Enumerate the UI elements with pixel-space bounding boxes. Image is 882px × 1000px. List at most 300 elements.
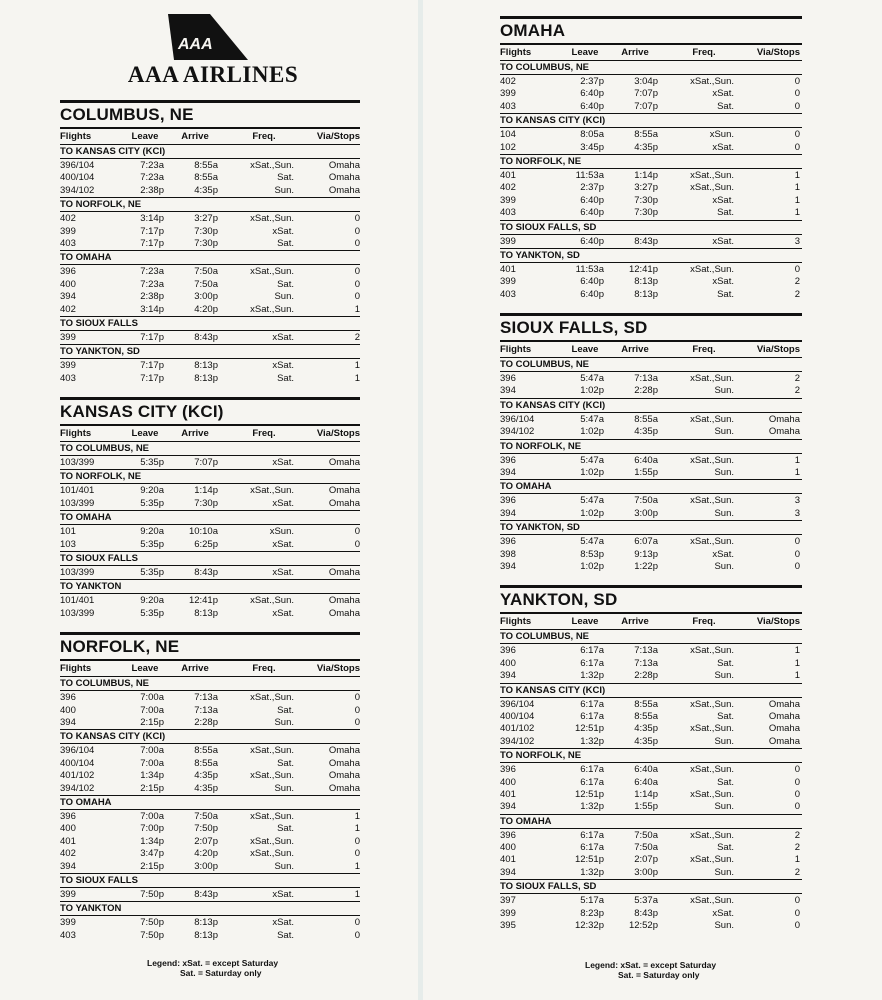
cell-freq: xSat. [272,331,294,343]
cell-leave: 7:00a [140,745,164,757]
cell-flights: 399 [500,907,516,919]
schedule-row [60,861,360,873]
destination-label: TO SIOUX FALLS [60,551,360,565]
cell-arrive: 7:30p [194,497,218,509]
header-leave: Leave [571,47,599,58]
cell-via: 0 [354,225,360,237]
cell-arrive: 8:55a [634,129,658,141]
cell-via: Omaha [768,723,800,735]
cell-arrive: 4:35p [634,426,658,438]
cell-freq: xSat.,Sun. [690,454,734,466]
cell-flights: 103/399 [60,457,95,469]
header-via: Via/Stops [756,344,800,356]
cell-leave: 5:35p [140,607,164,619]
cell-leave: 6:17a [580,710,604,722]
schedule-row [500,536,802,548]
schedule-rows [60,264,360,316]
cell-leave: 1:02p [580,560,604,572]
cell-via: 0 [794,76,800,87]
cell-via: 0 [794,895,800,907]
cell-leave: 12:32p [574,920,604,932]
cell-flights: 402 [60,848,76,860]
cell-leave: 7:00p [140,823,164,835]
destination-label: TO COLUMBUS, NE [500,357,802,371]
cell-flights: 401 [500,263,516,275]
cell-arrive: 7:13a [194,692,218,704]
cell-leave: 12:51p [574,723,604,735]
cell-leave: 7:23a [140,160,164,171]
cell-via: 0 [354,278,360,290]
right-column [500,16,802,944]
schedule-row [60,811,360,823]
destination-label: TO KANSAS CITY (KCI) [60,144,360,158]
cell-freq: xSat.,Sun. [250,595,294,607]
cell-freq: xSat.,Sun. [690,788,734,800]
cell-flights: 396/104 [60,745,95,757]
cell-flights: 401 [500,854,516,866]
cell-arrive: 3:00p [634,866,658,878]
cell-flights: 394 [500,866,516,878]
header-leave: Leave [131,131,159,142]
schedule-row [500,789,802,801]
cell-flights: 402 [60,213,76,225]
left-column [60,100,360,954]
cell-flights: 400 [500,657,516,669]
legend-left [147,958,278,978]
cell-via: 1 [794,454,800,466]
cell-freq: xSat. [272,225,294,237]
schedule-rows [500,534,802,573]
schedule-row [500,182,802,194]
destination-label: TO COLUMBUS, NE [60,441,360,455]
cell-via: 0 [794,263,800,275]
cell-freq: Sat. [717,207,734,219]
cell-via: 2 [794,829,800,841]
cell-flights: 394 [60,860,76,872]
schedule-row [60,160,360,172]
header-freq: Freq. [252,428,276,440]
cell-arrive: 12:41p [188,595,218,607]
cell-leave: 3:45p [580,141,604,153]
cell-flights: 101/401 [60,595,95,607]
header-arrive: Arrive [181,428,209,440]
cell-via: 0 [794,100,800,112]
schedule-row [500,777,802,789]
cell-freq: xSat.,Sun. [690,854,734,866]
cell-freq: Sat. [717,100,734,112]
cell-freq: xSat. [712,276,734,288]
destination-label: TO NORFOLK, NE [500,154,802,168]
cell-arrive: 4:35p [194,184,218,196]
cell-via: 1 [794,169,800,181]
cell-leave: 6:17a [580,698,604,710]
cell-leave: 7:00a [140,810,164,822]
header-freq: Freq. [252,663,276,675]
cell-freq: xSat.,Sun. [250,835,294,847]
cell-freq: Sat. [277,237,294,249]
schedule-rows [60,887,360,901]
cell-leave: 3:14p [140,303,164,315]
cell-flights: 101 [60,526,76,538]
cell-freq: Sat. [277,704,294,716]
cell-via: Omaha [328,782,360,794]
cell-via: Omaha [328,745,360,757]
header-freq: Freq. [692,344,716,356]
cell-via: 1 [794,657,800,669]
cell-arrive: 7:50p [194,823,218,835]
schedule-rows [500,74,802,113]
cell-flights: 400/104 [60,172,95,184]
cell-via: Omaha [328,770,360,782]
destination-label: TO OMAHA [500,814,802,828]
cell-leave: 8:05a [580,129,604,141]
cell-leave: 5:17a [580,895,604,907]
cell-flights: 396 [500,536,516,548]
destination-label: TO YANKTON, SD [500,248,802,262]
schedule-row [500,645,802,657]
destination-label: TO COLUMBUS, NE [500,629,802,643]
cell-freq: Sun. [714,467,734,479]
cell-freq: xSat.,Sun. [250,266,294,278]
schedule-rows [60,593,360,620]
cell-leave: 1:02p [580,467,604,479]
cell-leave: 2:15p [140,860,164,872]
cell-via: Omaha [328,757,360,769]
cell-arrive: 4:35p [634,735,658,747]
cell-arrive: 8:13p [634,276,658,288]
cell-flights: 394 [500,560,516,572]
cell-via: 0 [794,920,800,932]
destination-label: TO NORFOLK, NE [500,748,802,762]
cell-leave: 1:32p [580,670,604,682]
cell-leave: 11:53a [575,263,604,275]
cell-flights: 399 [60,331,76,343]
destination-label: TO KANSAS CITY (KCI) [60,729,360,743]
cell-leave: 3:47p [140,848,164,860]
schedule-row [500,170,802,182]
cell-via: Omaha [768,698,800,710]
cell-leave: 6:40p [580,276,604,288]
cell-arrive: 8:55a [634,698,658,710]
cell-flights: 403 [60,237,76,249]
cell-via: 3 [794,235,800,247]
cell-flights: 399 [500,88,516,100]
schedule-row [500,549,802,561]
cell-arrive: 8:43p [634,907,658,919]
schedule-rows [500,127,802,154]
cell-flights: 400 [500,842,516,854]
destination-label: TO YANKTON, SD [500,520,802,534]
schedule-row [60,279,360,291]
cell-arrive: 8:43p [634,235,658,247]
cell-freq: xSat.,Sun. [690,895,734,907]
cell-flights: 394 [500,670,516,682]
schedule-row [60,567,360,579]
cell-flights: 394 [500,467,516,479]
cell-via: 2 [794,288,800,300]
cell-flights: 103/399 [60,607,95,619]
legend-right [585,960,716,980]
cell-flights: 104 [500,129,516,141]
cell-leave: 12:51p [574,854,604,866]
schedule-row [500,101,802,113]
cell-freq: Sun. [714,385,734,397]
cell-leave: 6:40p [580,235,604,247]
cell-via: 0 [794,907,800,919]
schedule-row [60,238,360,250]
schedule-rows [500,893,802,932]
schedule-row [60,457,360,469]
schedule-row [500,455,802,467]
cell-leave: 2:38p [140,291,164,303]
schedule-row [60,692,360,704]
schedule-rows [500,168,802,220]
cell-leave: 2:37p [580,182,604,194]
destination-label: TO KANSAS CITY (KCI) [500,113,802,127]
schedule-row [500,467,802,479]
schedule-row [60,770,360,782]
cell-freq: Sat. [277,757,294,769]
cell-freq: Sun. [714,920,734,932]
cell-via: 0 [794,801,800,813]
destination-label: TO COLUMBUS, NE [60,676,360,690]
schedule-row [500,236,802,248]
cell-freq: Sun. [274,782,294,794]
cell-arrive: 8:55a [194,172,218,184]
cell-leave: 8:53p [580,548,604,560]
cell-freq: xSat.,Sun. [690,373,734,385]
cell-arrive: 3:04p [634,76,658,87]
cell-arrive: 7:13a [634,373,658,385]
cell-flights: 399 [500,194,516,206]
cell-via: Omaha [328,485,360,497]
cell-arrive: 4:35p [634,141,658,153]
cell-leave: 1:34p [140,770,164,782]
cell-via: Omaha [328,497,360,509]
cell-via: 2 [794,373,800,385]
schedule-row [500,764,802,776]
cell-via: 0 [794,141,800,153]
cell-leave: 2:15p [140,782,164,794]
cell-freq: Sat. [277,278,294,290]
cell-freq: Sat. [717,288,734,300]
cell-via: 0 [354,237,360,249]
cell-via: 0 [794,88,800,100]
cell-leave: 1:34p [140,835,164,847]
cell-via: 1 [794,207,800,219]
city-section [60,632,360,942]
cell-via: Omaha [328,172,360,184]
cell-flights: 394/102 [60,184,95,196]
cell-flights: 402 [500,182,516,194]
header-via: Via/Stops [756,47,800,58]
cell-leave: 1:32p [580,801,604,813]
cell-freq: xSat.,Sun. [690,723,734,735]
cell-leave: 6:40p [580,288,604,300]
header-freq: Freq. [692,616,716,628]
schedule-row [500,276,802,288]
schedule-row [500,867,802,879]
cell-freq: xSat.,Sun. [690,76,734,87]
schedule-rows [60,809,360,873]
cell-freq: xSat.,Sun. [690,263,734,275]
header-via: Via/Stops [316,428,360,440]
schedule-row [500,129,802,141]
schedule-row [500,76,802,88]
destination-label: TO SIOUX FALLS [60,316,360,330]
cell-leave: 5:35p [140,497,164,509]
cell-arrive: 4:20p [194,303,218,315]
cell-via: 0 [354,848,360,860]
cell-freq: Sun. [714,560,734,572]
cell-leave: 6:17a [580,842,604,854]
cell-via: 1 [794,670,800,682]
column-header-row [500,612,802,629]
cell-leave: 7:17p [140,331,164,343]
schedule-rows [60,915,360,942]
cell-arrive: 2:07p [634,854,658,866]
cell-arrive: 6:40a [634,454,658,466]
cell-arrive: 3:00p [634,507,658,519]
destination-label: TO NORFOLK, NE [500,439,802,453]
cell-leave: 5:47a [580,413,604,425]
schedule-row [500,830,802,842]
cell-flights: 400 [60,704,76,716]
header-arrive: Arrive [621,344,649,356]
cell-leave: 7:17p [140,225,164,237]
cell-arrive: 7:50a [634,829,658,841]
cell-freq: Sat. [277,823,294,835]
cell-via: 2 [794,842,800,854]
schedule-row [500,699,802,711]
cell-leave: 1:02p [580,385,604,397]
cell-freq: Sat. [717,710,734,722]
cell-freq: xSat. [712,548,734,560]
cell-flights: 399 [500,235,516,247]
cell-freq: Sun. [274,716,294,728]
column-header-row [60,424,360,441]
cell-leave: 9:20a [140,485,164,497]
tail-mark-text: AAA [178,36,213,53]
cell-via: 0 [354,291,360,303]
destination-label: TO COLUMBUS, NE [500,60,802,74]
cell-leave: 5:35p [140,567,164,579]
cell-flights: 396 [500,645,516,657]
schedule-row [60,608,360,620]
cell-via: 0 [794,560,800,572]
cell-flights: 103/399 [60,567,95,579]
cell-freq: Sun. [274,860,294,872]
cell-freq: xSat.,Sun. [690,495,734,507]
cell-leave: 6:40p [580,194,604,206]
cell-freq: Sat. [717,776,734,788]
schedule-rows [500,371,802,398]
cell-freq: Sun. [714,735,734,747]
cell-freq: Sun. [714,866,734,878]
schedule-row [500,385,802,397]
cell-arrive: 6:25p [194,538,218,550]
cell-leave: 1:02p [580,426,604,438]
city-name: KANSAS CITY (KCI) [60,402,224,422]
schedule-row [500,426,802,438]
schedule-rows [500,762,802,814]
cell-leave: 6:17a [580,764,604,776]
cell-flights: 403 [500,100,516,112]
schedule-row [60,266,360,278]
cell-freq: Sun. [274,184,294,196]
cell-freq: xSat. [272,538,294,550]
schedule-row [500,88,802,100]
cell-arrive: 8:55a [634,413,658,425]
cell-arrive: 9:13p [634,548,658,560]
schedule-row [60,539,360,551]
cell-via: 1 [794,645,800,657]
cell-via: 1 [354,860,360,872]
cell-arrive: 7:07p [634,88,658,100]
header-flights: Flights [60,428,92,440]
cell-arrive: 7:50a [194,810,218,822]
destination-label: TO NORFOLK, NE [60,469,360,483]
column-header-row [60,659,360,676]
header-via: Via/Stops [316,663,360,675]
cell-freq: xSat. [272,360,294,372]
destination-label: TO YANKTON [60,579,360,593]
cell-via: 0 [794,788,800,800]
cell-freq: Sat. [277,172,294,184]
cell-via: 0 [354,538,360,550]
cell-arrive: 2:28p [634,385,658,397]
schedule-rows [60,690,360,729]
cell-flights: 399 [60,917,76,929]
cell-arrive: 4:35p [634,723,658,735]
cell-leave: 5:47a [580,536,604,548]
cell-leave: 7:17p [140,237,164,249]
schedule-rows [60,358,360,385]
cell-leave: 7:00a [140,704,164,716]
cell-via: 0 [354,692,360,704]
cell-via: Omaha [328,607,360,619]
cell-freq: Sat. [717,842,734,854]
schedule-row [500,373,802,385]
cell-via: 2 [794,276,800,288]
cell-arrive: 7:07p [194,457,218,469]
header-freq: Freq. [692,47,716,58]
city-section [500,16,802,301]
cell-flights: 401 [500,788,516,800]
cell-leave: 12:51p [574,788,604,800]
cell-leave: 3:14p [140,213,164,225]
city-name: YANKTON, SD [500,590,618,610]
cell-via: Omaha [328,595,360,607]
destination-label: TO YANKTON [60,901,360,915]
schedule-row [500,842,802,854]
cell-arrive: 7:30p [634,207,658,219]
header-leave: Leave [131,428,159,440]
header-arrive: Arrive [621,616,649,628]
cell-leave: 11:53a [575,169,604,181]
cell-flights: 403 [500,288,516,300]
cell-leave: 7:00a [140,692,164,704]
cell-flights: 401/102 [500,723,535,735]
cell-freq: Sat. [717,657,734,669]
header-arrive: Arrive [181,131,209,142]
schedule-row [60,848,360,860]
cell-freq: xSat.,Sun. [250,770,294,782]
cell-leave: 6:17a [580,776,604,788]
cell-via: 1 [354,303,360,315]
cell-leave: 5:47a [580,373,604,385]
cell-freq: xSat.,Sun. [690,829,734,841]
